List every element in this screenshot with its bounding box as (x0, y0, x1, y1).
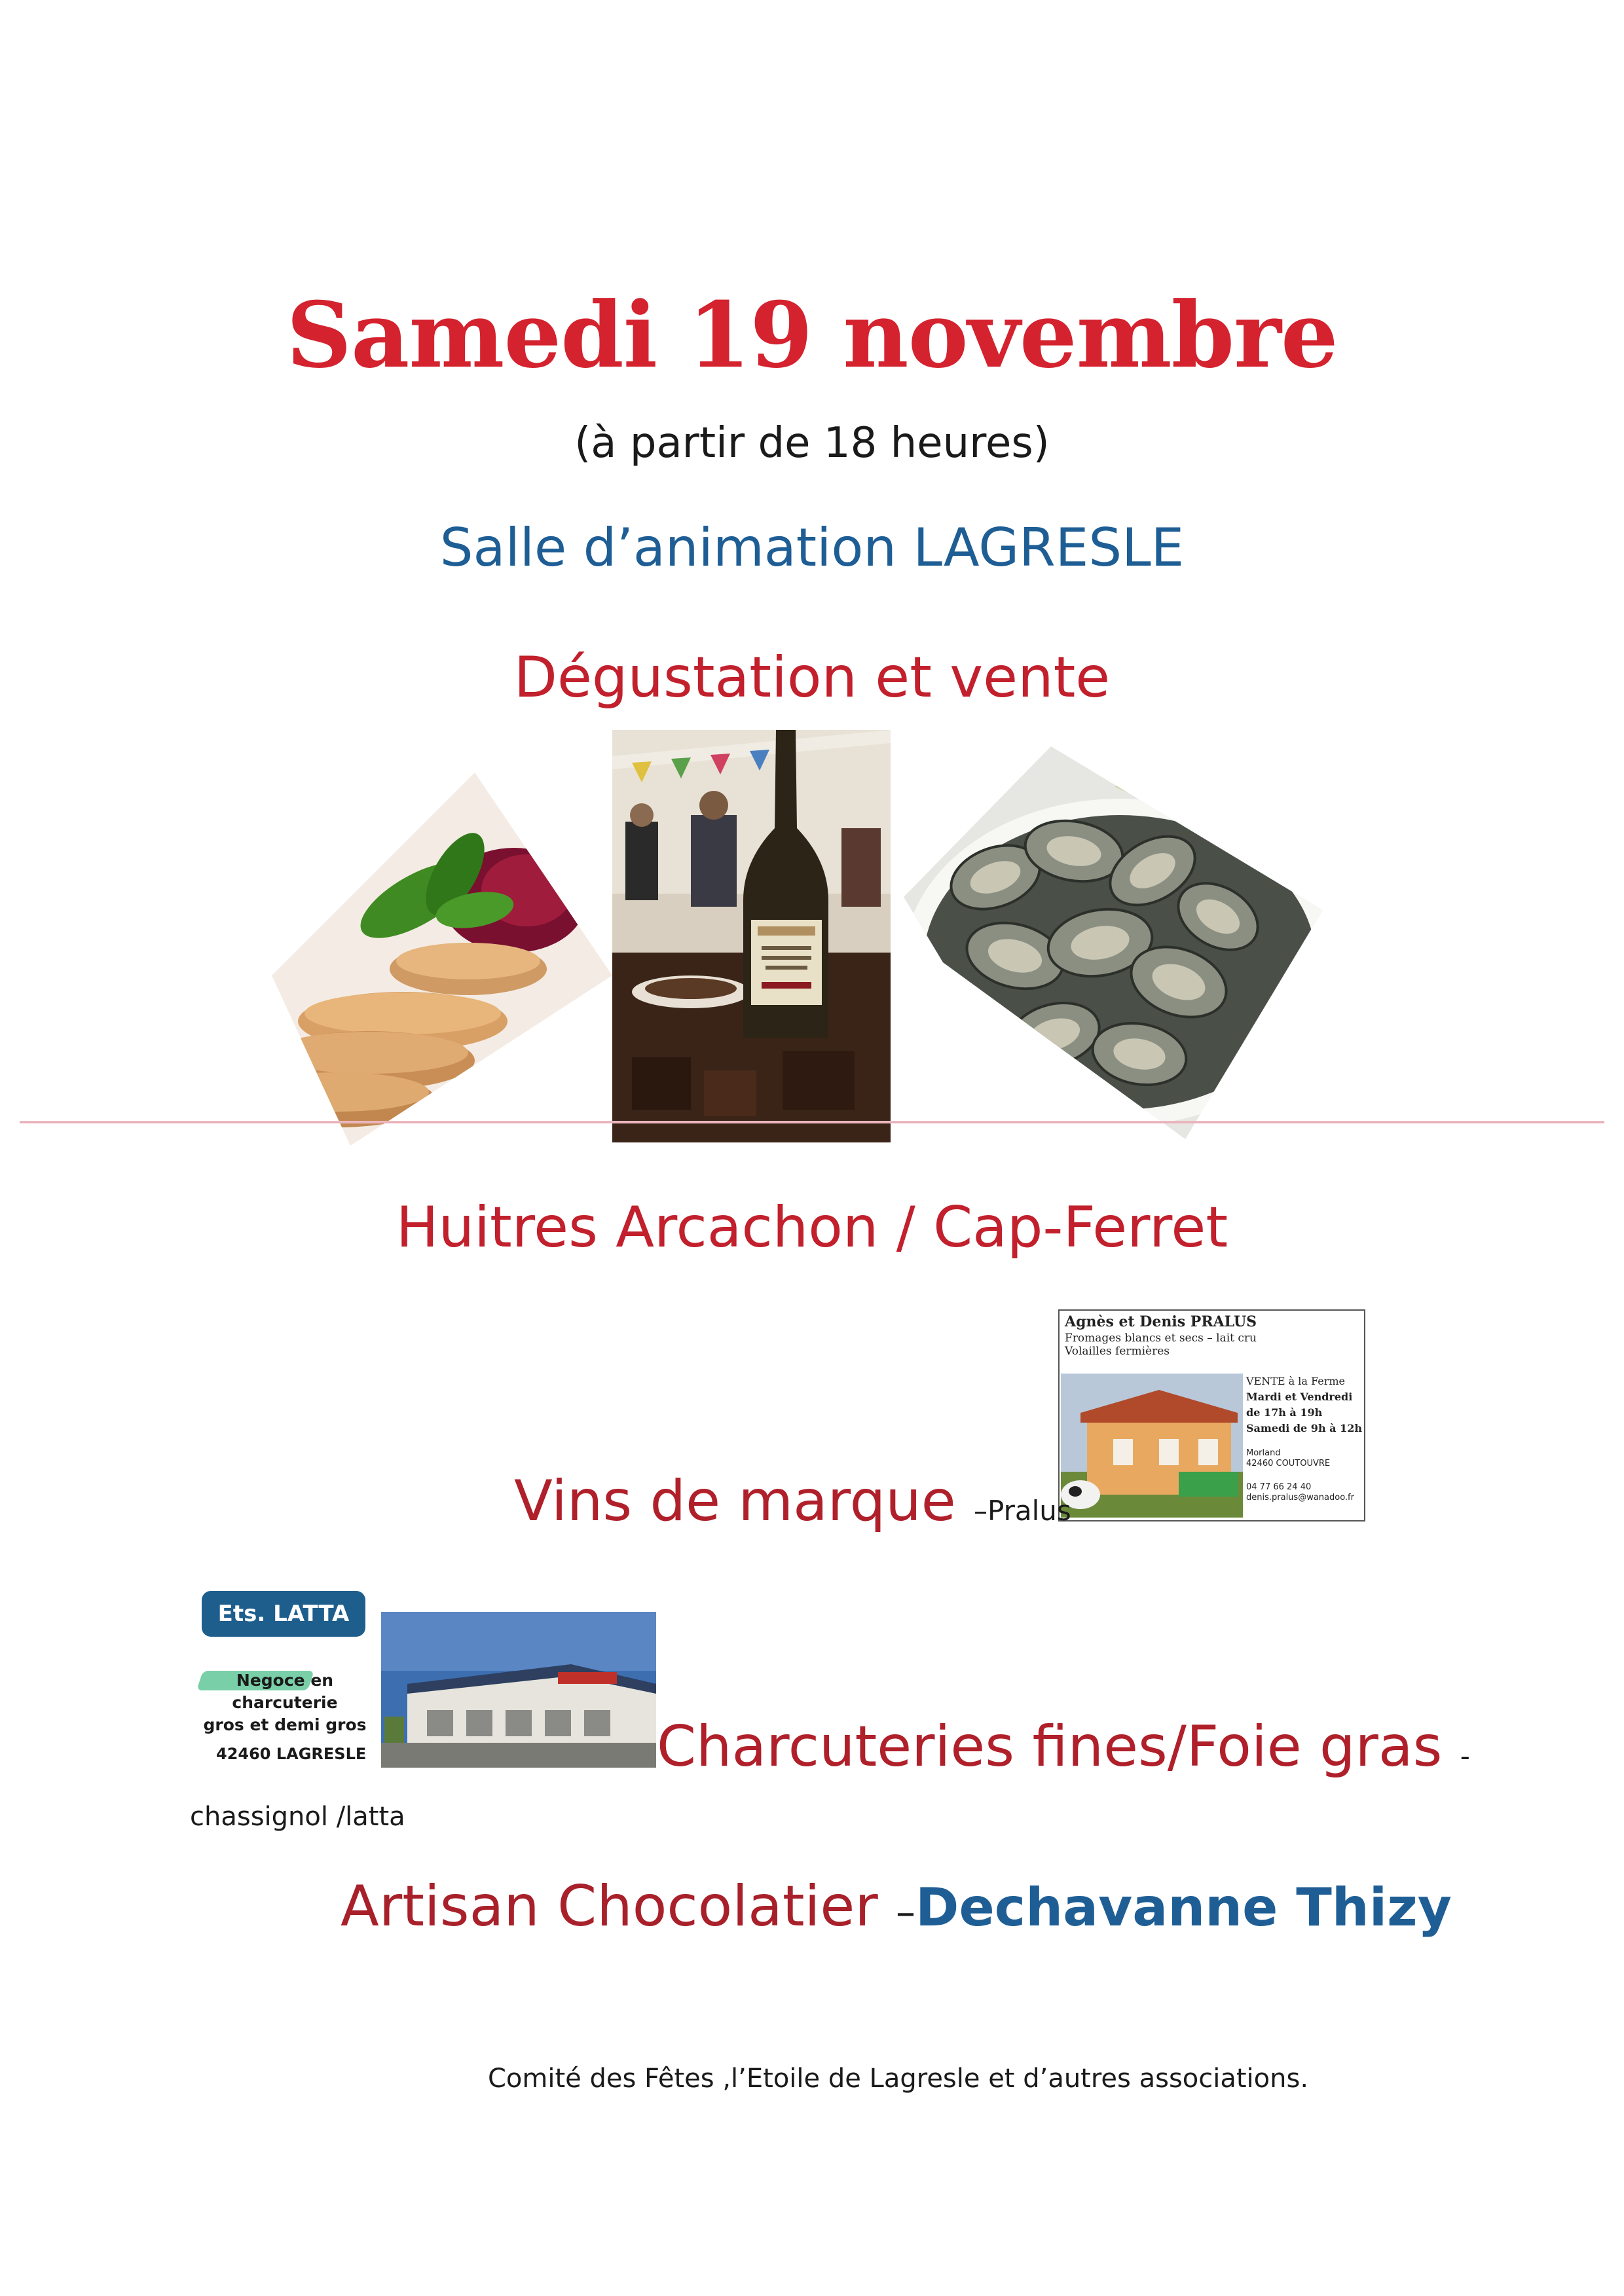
pralus-products-line2: Volailles fermières (1065, 1345, 1170, 1358)
chocolate-maker: Dechavanne Thizy (915, 1877, 1452, 1938)
pralus-sale: VENTE à la Ferme (1246, 1375, 1346, 1387)
chocolate-label: Artisan Chocolatier (341, 1874, 878, 1939)
pralus-time: de 17h à 19h (1246, 1406, 1323, 1419)
pralus-address (1246, 1448, 1330, 1469)
wine-label: Vins de marque (514, 1468, 956, 1534)
pralus-phone: 04 77 66 24 40 (1246, 1482, 1312, 1492)
chocolate-dash: – (896, 1889, 916, 1935)
foie-gras-photo (259, 759, 625, 1152)
pralus-saturday: Samedi de 9h à 12h (1246, 1422, 1362, 1434)
pralus-days: Mardi et Vendredi (1246, 1391, 1353, 1403)
charcuterie-product (657, 1714, 1470, 1779)
organizers-footer: Comité des Fêtes ,l’Etoile de Lagresle et d’autres associations. (488, 2064, 1309, 2094)
pralus-email: denis.pralus@wanadoo.fr (1246, 1493, 1354, 1503)
event-venue: Salle d’animation LAGRESLE (439, 517, 1185, 578)
pralus-farm-card (1058, 1309, 1365, 1522)
charcuterie-label: Charcuteries fines/Foie gras (657, 1714, 1443, 1779)
charcuterie-supplier: chassignol /latta (190, 1802, 405, 1832)
pralus-postcode: 42460 COUTOUVRE (1246, 1459, 1331, 1468)
latta-badge: Ets. LATTA (202, 1591, 365, 1637)
wine-supplier: –Pralus (974, 1495, 1071, 1527)
latta-desc-line1: Negoce en charcuterie (232, 1671, 338, 1712)
wine-product (514, 1468, 1071, 1534)
event-type: Dégustation et vente (513, 645, 1111, 710)
farm-house-photo (1061, 1374, 1243, 1518)
event-time: (à partir de 18 heures) (574, 419, 1050, 467)
chocolate-product (341, 1874, 1452, 1939)
warehouse-photo (381, 1612, 656, 1768)
oysters-product: Huitres Arcachon / Cap-Ferret (396, 1195, 1228, 1260)
latta-city: 42460 LAGRESLE (216, 1745, 367, 1763)
latta-desc-line2: gros et demi gros (203, 1715, 367, 1734)
pralus-place: Morland (1246, 1448, 1281, 1458)
oysters-photo (904, 746, 1323, 1139)
charcuterie-dash: - (1460, 1740, 1470, 1772)
pralus-hours (1246, 1374, 1362, 1436)
divider-line (20, 1121, 1604, 1123)
pralus-contact (1246, 1482, 1354, 1503)
event-date-title: Samedi 19 novembre (286, 282, 1338, 388)
pralus-products-line1: Fromages blancs et secs – lait cru (1065, 1332, 1257, 1345)
wine-tasting-photo (612, 730, 891, 1142)
latta-description (190, 1669, 380, 1736)
pralus-name: Agnès et Denis PRALUS (1065, 1313, 1257, 1330)
